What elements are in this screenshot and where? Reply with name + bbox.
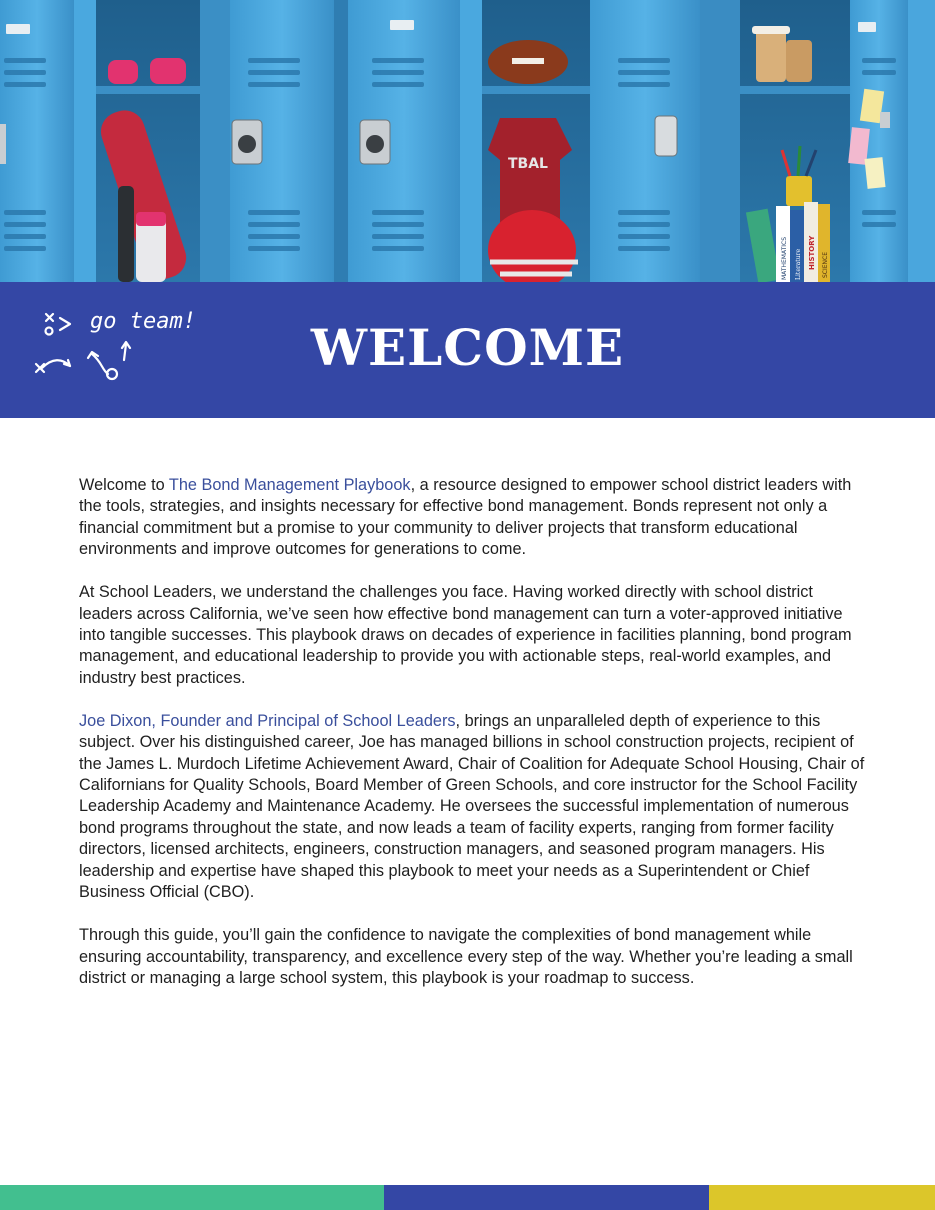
open-locker-gym (74, 0, 200, 282)
paragraph-joe-dixon: Joe Dixon, Founder and Principal of School Leaders, brings an unparalleled depth of experience to this subject. Over his distinguished career, Joe has managed billions in school construction projects, recipient of the James L. Murdoch Lifetime Achievement Award, Chair of Coalition for Adequate School Housing, Chair of Californians for Quality Schools, Board Member of Green Schools, and core instructor for the School Facility Leadership Academy and Maintenance Academy. He oversees the successful implementation of numerous bond programs throughout the state, and now leads a team of facility experts, ranging from former facility directors, licensed architects, engineers, construction managers, and seasoned program managers. His leadership and expertise have shaped this playbook to meet your needs as a Superintendent or Chief Business Official (CBO). (79, 711, 865, 902)
jersey-text: TBAL (508, 156, 548, 172)
book-spine-text: Literature (795, 248, 802, 280)
founder-name-link: Joe Dixon, Founder and Principal of School Leaders (79, 711, 456, 730)
chalk-note-text: go team! (90, 309, 196, 334)
book-spine-text: SCIENCE (822, 251, 829, 278)
book-spine-text: HISTORY (808, 235, 816, 270)
paragraph-intro: Welcome to The Bond Management Playbook, a resource designed to empower school district leaders with the tools, strategies, and insights necessary for effective bond management. Bonds represent not only a financial commitment but a promise to your community to deliver projects that transform educational environments and improve outcomes for generations to come. (79, 476, 852, 559)
paragraph-school-leaders: At School Leaders, we understand the challenges you face. Having worked directly with school district leaders across California, we’ve seen how effective bond management can turn a voter-approved initiative into tangible successes. This playbook draws on decades of experience in facilities planning, bond program management, and educational leadership to provide you with actionable steps, real-world examples, and industry best practices. (79, 583, 852, 687)
book-spine-text: MATHEMATICS (781, 236, 788, 280)
hero-lockers-image (0, 0, 935, 282)
footer-stripe-blue (384, 1185, 709, 1210)
footer-stripe-yellow (709, 1185, 935, 1210)
open-locker-football (460, 0, 590, 282)
playbook-title-link: The Bond Management Playbook (168, 476, 411, 494)
body-text (79, 475, 869, 1011)
page-title: WELCOME (310, 318, 625, 377)
footer-stripe-green (0, 1185, 384, 1210)
open-locker-books (740, 0, 850, 282)
paragraph-closing: Through this guide, you’ll gain the confidence to navigate the complexities of bond management while ensuring accountability, transparency, and excellence every step of the way. Whether you’re leading a small district or managing a large school system, this playbook is your roadmap to success. (79, 926, 853, 987)
